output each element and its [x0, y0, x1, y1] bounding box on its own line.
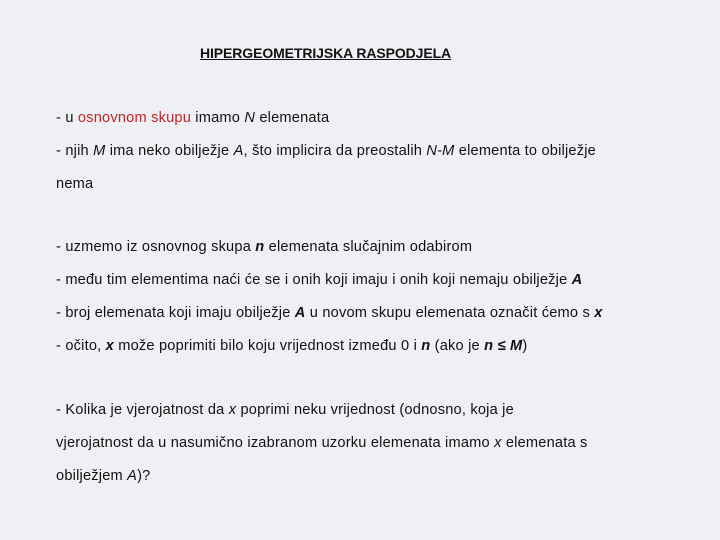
text-line-2 [56, 143, 596, 159]
text-line-6 [56, 305, 603, 321]
text-segment: ima neko obilježje [105, 143, 234, 159]
text-segment: elemenata [255, 110, 330, 126]
variable: x [105, 338, 114, 354]
text-segment: - među tim elementima naći će se i onih koji imaju i onih koji nemaju obilježje [56, 272, 572, 288]
variable: n [255, 239, 265, 255]
text-segment: u novom skupu elemenata označit ćemo s [305, 305, 595, 321]
text-segment: - njih [56, 143, 94, 159]
variable: A [233, 143, 244, 159]
text-line-1 [56, 110, 329, 126]
variable: n ≤ M [484, 338, 523, 354]
variable: N-M [426, 143, 455, 159]
text-segment: elementa to obilježje [454, 143, 597, 159]
variable: A [127, 468, 138, 484]
text-segment: imamo [191, 110, 245, 126]
text-segment: elemenata slučajnim odabirom [264, 239, 473, 255]
variable: n [421, 338, 431, 354]
variable: M [93, 143, 106, 159]
text-segment: (ako je [430, 338, 485, 354]
text-segment: - u [56, 110, 78, 126]
text-line-7 [56, 338, 527, 354]
text-segment: - broj elemenata koji imaju obilježje [56, 305, 295, 321]
text-segment: )? [137, 468, 151, 484]
text-segment: - očito, [56, 338, 106, 354]
text-segment: - Kolika je vjerojatnost da [56, 402, 229, 418]
text-segment: elemenata s [501, 435, 588, 451]
text-line-4 [56, 239, 472, 255]
text-segment: poprimi neku vrijednost (odnosno, koja je [236, 402, 514, 418]
text-segment: obilježjem [56, 468, 128, 484]
variable: x [228, 402, 237, 418]
slide-title: HIPERGEOMETRIJSKA RASPODJELA [200, 45, 452, 61]
text-line-5 [56, 272, 582, 288]
text-segment: , što implicira da preostalih [243, 143, 427, 159]
variable: A [571, 272, 583, 288]
text-segment: može poprimiti bilo koju vrijednost između 0 i [113, 338, 422, 354]
highlighted-term: osnovnom skupu [77, 110, 192, 126]
text-line-3: nema [56, 176, 94, 192]
text-segment: vjerojatnost da u nasumično izabranom uzorku elemenata imamo [56, 435, 495, 451]
text-segment: - uzmemo iz osnovnog skupa [56, 239, 256, 255]
variable: x [594, 305, 603, 321]
text-line-9 [56, 435, 588, 451]
variable: A [294, 305, 306, 321]
text-segment: ) [522, 338, 528, 354]
text-line-8 [56, 402, 514, 418]
variable: x [494, 435, 502, 451]
variable: N [244, 110, 256, 126]
text-line-10 [56, 468, 150, 484]
